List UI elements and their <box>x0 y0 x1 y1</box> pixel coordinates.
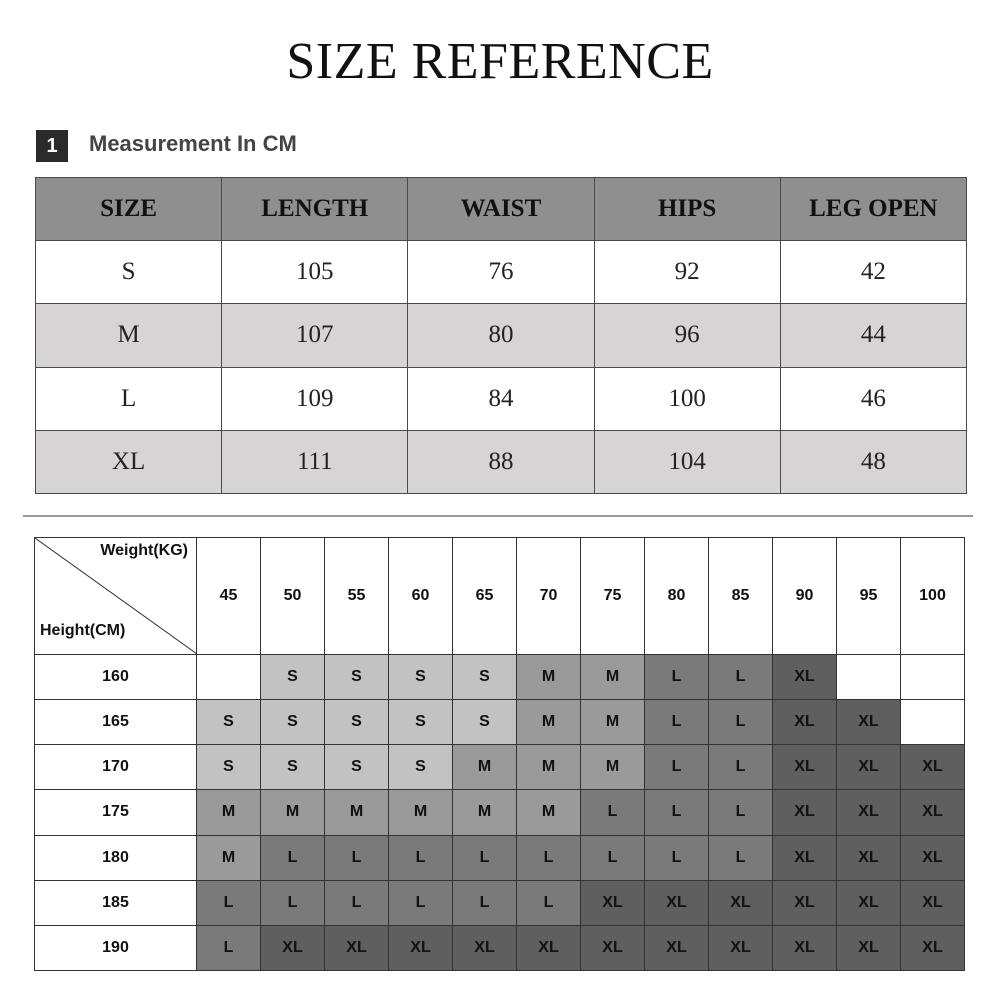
header-waist: WAIST <box>408 178 594 241</box>
table-row <box>35 745 965 790</box>
size-cell: L <box>581 790 645 835</box>
size-cell: S <box>389 700 453 745</box>
size-cell: XL <box>837 880 901 925</box>
table-row <box>35 700 965 745</box>
weight-header-90: 90 <box>773 538 837 655</box>
size-cell: XL <box>773 700 837 745</box>
size-cell: L <box>197 925 261 970</box>
size-cell: M <box>325 790 389 835</box>
size-cell: L <box>709 700 773 745</box>
size-cell: M <box>261 790 325 835</box>
table-row <box>36 367 967 430</box>
size-cell: M <box>581 700 645 745</box>
cell-length: 105 <box>222 241 408 304</box>
cell-waist: 76 <box>408 241 594 304</box>
weight-header-45: 45 <box>197 538 261 655</box>
size-cell: S <box>389 745 453 790</box>
section-divider <box>23 515 973 517</box>
size-cell: L <box>453 835 517 880</box>
size-cell: XL <box>709 880 773 925</box>
size-cell: XL <box>837 835 901 880</box>
cell-waist: 80 <box>408 304 594 367</box>
cell-length: 109 <box>222 367 408 430</box>
measurement-table <box>35 177 967 494</box>
weight-header-50: 50 <box>261 538 325 655</box>
header-size: SIZE <box>36 178 222 241</box>
cell-length: 107 <box>222 304 408 367</box>
table-row <box>36 241 967 304</box>
cell-leg-open: 48 <box>780 430 966 493</box>
size-cell: L <box>453 880 517 925</box>
size-cell: XL <box>325 925 389 970</box>
size-cell <box>837 655 901 700</box>
cell-length: 111 <box>222 430 408 493</box>
weight-header-80: 80 <box>645 538 709 655</box>
cell-hips: 100 <box>594 367 780 430</box>
table-row <box>35 925 965 970</box>
size-cell: L <box>389 880 453 925</box>
size-cell: L <box>517 835 581 880</box>
size-cell: M <box>517 745 581 790</box>
page-title: SIZE REFERENCE <box>286 33 714 90</box>
size-cell: L <box>709 745 773 790</box>
size-cell <box>901 700 965 745</box>
table-row <box>35 655 965 700</box>
size-cell: S <box>325 700 389 745</box>
size-cell: S <box>389 655 453 700</box>
header-length: LENGTH <box>222 178 408 241</box>
weight-header-row <box>35 538 965 655</box>
cell-size: L <box>36 367 222 430</box>
size-cell: XL <box>773 880 837 925</box>
height-weight-size-chart <box>34 537 965 971</box>
size-cell: L <box>645 790 709 835</box>
size-cell: XL <box>837 700 901 745</box>
size-cell: L <box>645 745 709 790</box>
size-cell: M <box>197 835 261 880</box>
weight-header-60: 60 <box>389 538 453 655</box>
table-row <box>35 790 965 835</box>
cell-leg-open: 42 <box>780 241 966 304</box>
size-cell: L <box>645 700 709 745</box>
size-cell: M <box>517 700 581 745</box>
size-cell: XL <box>261 925 325 970</box>
size-cell <box>901 655 965 700</box>
cell-waist: 84 <box>408 367 594 430</box>
height-label-cell: 190 <box>35 925 197 970</box>
height-label-cell: 175 <box>35 790 197 835</box>
size-cell: S <box>453 655 517 700</box>
size-cell: M <box>453 745 517 790</box>
size-cell: S <box>453 700 517 745</box>
size-cell <box>197 655 261 700</box>
size-cell: XL <box>773 925 837 970</box>
size-cell: M <box>453 790 517 835</box>
size-cell: L <box>389 835 453 880</box>
size-cell: XL <box>581 880 645 925</box>
size-cell: XL <box>581 925 645 970</box>
size-cell: M <box>581 745 645 790</box>
size-cell: M <box>517 790 581 835</box>
size-cell: L <box>261 835 325 880</box>
height-label-cell: 180 <box>35 835 197 880</box>
size-cell: L <box>709 790 773 835</box>
size-cell: L <box>645 655 709 700</box>
header-hips: HIPS <box>594 178 780 241</box>
size-cell: XL <box>837 745 901 790</box>
height-label-cell: 185 <box>35 880 197 925</box>
cell-waist: 88 <box>408 430 594 493</box>
size-cell: L <box>261 880 325 925</box>
height-label-cell: 170 <box>35 745 197 790</box>
weight-header-75: 75 <box>581 538 645 655</box>
chart-corner-cell <box>35 538 197 655</box>
size-cell: XL <box>901 790 965 835</box>
size-cell: XL <box>837 925 901 970</box>
size-cell: M <box>389 790 453 835</box>
measurement-header-row <box>36 178 967 241</box>
size-cell: S <box>261 745 325 790</box>
size-cell: S <box>261 700 325 745</box>
size-cell: L <box>581 835 645 880</box>
cell-hips: 96 <box>594 304 780 367</box>
table-row <box>35 835 965 880</box>
height-label-cell: 165 <box>35 700 197 745</box>
size-cell: XL <box>453 925 517 970</box>
size-cell: L <box>645 835 709 880</box>
size-cell: XL <box>773 835 837 880</box>
cell-leg-open: 44 <box>780 304 966 367</box>
section-title: Measurement In CM <box>89 131 297 156</box>
cell-size: M <box>36 304 222 367</box>
size-cell: XL <box>709 925 773 970</box>
size-cell: L <box>197 880 261 925</box>
cell-size: S <box>36 241 222 304</box>
cell-hips: 92 <box>594 241 780 304</box>
size-cell: S <box>197 700 261 745</box>
weight-header-100: 100 <box>901 538 965 655</box>
size-cell: S <box>325 655 389 700</box>
table-row <box>36 304 967 367</box>
size-cell: XL <box>645 880 709 925</box>
size-cell: S <box>325 745 389 790</box>
size-cell: XL <box>901 925 965 970</box>
size-cell: L <box>709 835 773 880</box>
size-cell: M <box>517 655 581 700</box>
size-cell: XL <box>837 790 901 835</box>
size-cell: XL <box>773 745 837 790</box>
header-leg-open: LEG OPEN <box>780 178 966 241</box>
size-cell: XL <box>901 745 965 790</box>
table-row <box>36 430 967 493</box>
weight-header-85: 85 <box>709 538 773 655</box>
height-axis-label: Height(CM) <box>40 622 126 639</box>
size-cell: L <box>325 835 389 880</box>
cell-hips: 104 <box>594 430 780 493</box>
table-row <box>35 880 965 925</box>
size-cell: XL <box>773 790 837 835</box>
weight-header-55: 55 <box>325 538 389 655</box>
size-cell: XL <box>389 925 453 970</box>
height-label-cell: 160 <box>35 655 197 700</box>
size-cell: XL <box>901 880 965 925</box>
weight-header-70: 70 <box>517 538 581 655</box>
size-cell: M <box>581 655 645 700</box>
size-cell: M <box>197 790 261 835</box>
size-cell: S <box>261 655 325 700</box>
size-cell: XL <box>773 655 837 700</box>
size-cell: XL <box>517 925 581 970</box>
size-cell: L <box>709 655 773 700</box>
size-cell: S <box>197 745 261 790</box>
size-cell: XL <box>645 925 709 970</box>
section-number-badge: 1 <box>36 130 68 162</box>
size-cell: L <box>517 880 581 925</box>
weight-header-95: 95 <box>837 538 901 655</box>
size-cell: XL <box>901 835 965 880</box>
cell-leg-open: 46 <box>780 367 966 430</box>
weight-axis-label: Weight(KG) <box>100 542 188 559</box>
cell-size: XL <box>36 430 222 493</box>
weight-header-65: 65 <box>453 538 517 655</box>
size-cell: L <box>325 880 389 925</box>
